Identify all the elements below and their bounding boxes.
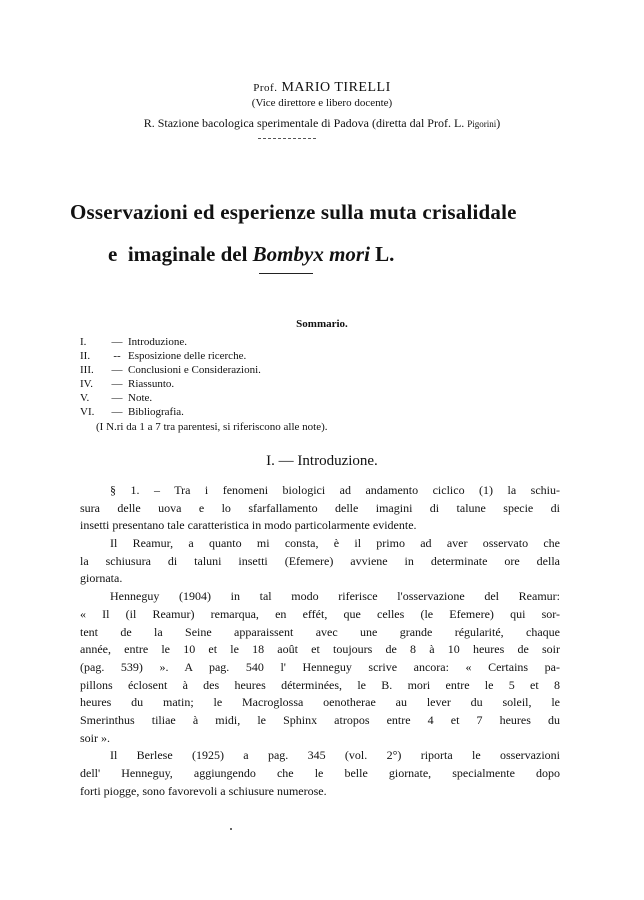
title-divider: [259, 273, 313, 274]
body-line: dell' Henneguy, aggiungendo che le belle giornate, specialmente dopo: [80, 766, 560, 780]
toc-label: Conclusioni e Considerazioni.: [128, 364, 261, 376]
body-line: année, entre le 10 et le 18 août et toujours de 8 à 10 heures de soir: [80, 642, 560, 657]
body-line: la schiusura di taluni insetti (Efemere) avviene in determinate ore della: [80, 553, 560, 568]
body-line: « Il (il Reamur) remarqua, en effét, que celles (le Efemere) qui sor-: [80, 606, 560, 621]
toc-dash: —: [111, 406, 123, 418]
body-line: pillons éclosent à des heures déterminées, le B. mori entre le 5 et 8: [80, 677, 560, 692]
author-name: MARIO TIRELLI: [281, 80, 391, 95]
toc-dash: —: [111, 336, 123, 348]
body-line: sura delle uova e lo sfarfallamento delle imagini di talune specie di: [80, 500, 560, 515]
toc-label: Introduzione.: [128, 336, 187, 348]
speck-mark: [230, 828, 232, 830]
toc-num: VI.: [80, 406, 95, 418]
station-close: ): [496, 116, 501, 130]
body-line: Il Berlese (1925) a pag. 345 (vol. 2°) riporta le osservazioni: [110, 748, 560, 763]
toc-num: II.: [80, 350, 91, 362]
toc-item: [80, 349, 246, 363]
body-line: (pag. 539) ». A pag. 540 l' Henneguy scrive ancora: « Certains pa-: [80, 659, 560, 674]
header-divider: [258, 138, 316, 139]
paper-title-line2: [108, 242, 394, 267]
body-line: giornata.: [80, 571, 123, 586]
toc-item: [80, 391, 152, 405]
paper-title-line1: Osservazioni ed esperienze sulla muta crisalidale: [70, 200, 517, 224]
body-line: Henneguy (1904) in tal modo riferisce l'osservazione del Reamur:: [110, 589, 560, 604]
toc-dash: --: [113, 350, 121, 362]
body-text: [80, 482, 560, 800]
toc-item: [80, 377, 174, 391]
section-heading: I. — Introduzione.: [266, 453, 378, 469]
summary-note: (I N.ri da 1 a 7 tra parentesi, si riferiscono alle note).: [96, 421, 328, 433]
toc-item: [80, 363, 261, 377]
body-line: forti piogge, sono favorevoli a schiusure numerose.: [80, 783, 327, 798]
toc-num: V.: [80, 392, 90, 404]
body-line: Smerinthus tiliae à midi, le Sphinx atropos entre 4 et 7 heures du: [80, 712, 560, 727]
body-line: Il Reamur, a quanto mi consta, è il primo ad aver osservato che: [110, 536, 560, 551]
toc-dash: —: [111, 364, 123, 376]
toc-dash: —: [111, 392, 123, 404]
toc-label: Note.: [128, 392, 153, 404]
title-suffix: L.: [369, 242, 395, 266]
body-line: soir ».: [80, 730, 110, 745]
body-line: insetti presentano tale caratteristica in modo particolarmente evidente.: [80, 518, 417, 533]
toc-item: [80, 405, 184, 419]
toc-num: III.: [80, 364, 94, 376]
author-prefix: Prof.: [253, 82, 278, 94]
author-role: (Vice direttore e libero docente): [251, 97, 393, 109]
body-line: heures du matin; le Macroglossa oenotherae au lever du soleil, le: [80, 695, 560, 710]
station-director: Pigorini: [467, 119, 497, 129]
toc-label: Riassunto.: [128, 378, 175, 390]
station-main: R. Stazione bacologica sperimentale di Padova (diretta dal Prof. L.: [143, 116, 465, 130]
toc-label: Bibliografia.: [128, 406, 184, 418]
body-line: tent de la Seine apparaissent avec une grande régularité, chaque: [80, 624, 560, 639]
station-line: [0, 116, 644, 131]
toc-dash: —: [111, 378, 123, 390]
title-species: Bombyx mori: [252, 242, 370, 266]
toc-label: Esposizione delle ricerche.: [128, 350, 247, 362]
toc-num: I.: [80, 336, 87, 348]
summary-heading: Sommario.: [296, 318, 348, 330]
toc-num: IV.: [80, 378, 93, 390]
toc-item: [80, 335, 187, 349]
body-line: § 1. – Tra i fenomeni biologici ad andamento ciclico (1) la schiu-: [110, 483, 560, 497]
title-prefix: e imaginale del: [108, 242, 253, 266]
author-line: [0, 80, 644, 96]
